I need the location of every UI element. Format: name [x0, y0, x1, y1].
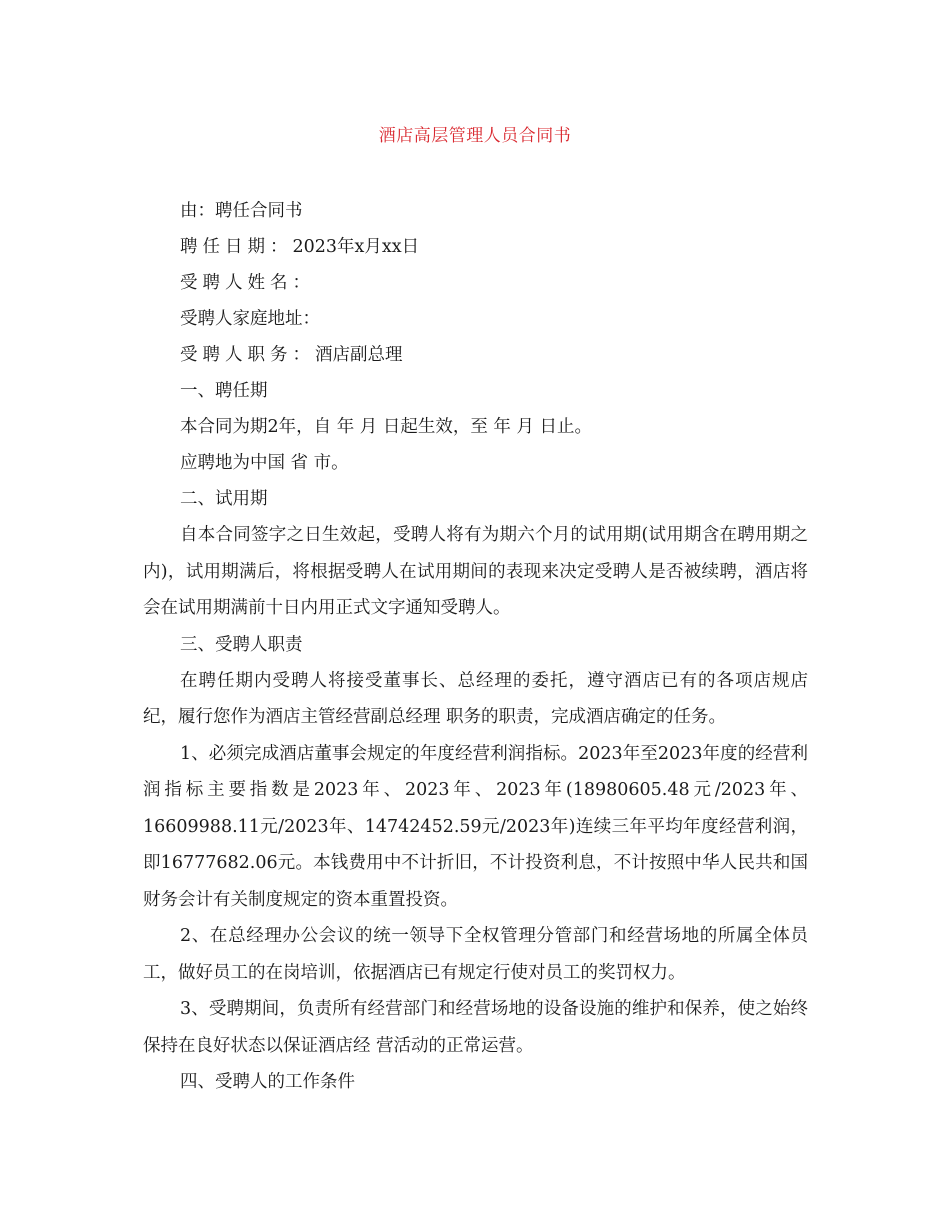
section-3-item-3: 3、受聘期间，负责所有经营部门和经营场地的设备设施的维护和保养，使之始终保持在良好状态以保证酒店经 营活动的正常运营。 — [143, 999, 808, 1056]
from-line: 由：聘任合同书 — [180, 201, 303, 221]
appointee-name-line — [143, 265, 808, 301]
document-title: 酒店高层管理人员合同书 — [378, 126, 572, 146]
section-3-heading: 三、受聘人职责 — [180, 634, 303, 655]
document-body — [143, 193, 808, 1100]
appointee-position-label: 受聘人职务： — [180, 345, 315, 365]
appointee-position-line — [143, 337, 808, 373]
section-3-item-2: 2、在总经理办公会议的统一领导下全权管理分管部门和经营场地的所属全体员工，做好员工的在岗培训，依据酒店已有规定行使对员工的奖罚权力。 — [143, 926, 808, 983]
section-1-paragraph-2: 应聘地为中国 省 市。 — [180, 453, 349, 473]
section-1-paragraph-1: 本合同为期2年，自 年 月 日起生效，至 年 月 日止。 — [180, 417, 593, 437]
section-3-paragraph: 在聘任期内受聘人将接受董事长、总经理的委托，遵守酒店已有的各项店规店纪，履行您作为酒店主管经营副总经理 职务的职责，完成酒店确定的任务。 — [143, 670, 808, 727]
appointee-address-line: 受聘人家庭地址： — [180, 309, 320, 329]
appointment-date-label: 聘任日期： — [180, 237, 293, 257]
appointee-name-label: 受聘人姓名： — [180, 273, 315, 293]
section-2-paragraph: 自本合同签字之日生效起，受聘人将有为期六个月的试用期(试用期含在聘用期之内)，试用期满后，将根据受聘人在试用期间的表现来决定受聘人是否被续聘，酒店将会在试用期满前十日内用正式文字通知受聘人。 — [143, 525, 808, 618]
appointment-date-line — [143, 229, 808, 265]
appointee-position-value: 酒店副总理 — [315, 345, 403, 365]
appointment-date-value: 2023年x月xx日 — [292, 237, 420, 257]
section-2-heading: 二、试用期 — [180, 489, 268, 509]
section-3-item-1: 1、必须完成酒店董事会规定的年度经营利润指标。2023年至2023年度的经营利润指标主要指数是2023年、2023年、2023年(18980605.48元/2023年、16609988.11元/2023年、14742452.59元/2023年)连续三年平均年度经营利润，即16777682.06元。本钱费用中不计折旧，不计投资利息，不计按照中华人民共和国财务会计有关制度规定的资本重置投资。 — [143, 743, 808, 910]
section-1-heading: 一、聘任期 — [180, 381, 268, 401]
section-4-heading: 四、受聘人的工作条件 — [180, 1072, 355, 1092]
